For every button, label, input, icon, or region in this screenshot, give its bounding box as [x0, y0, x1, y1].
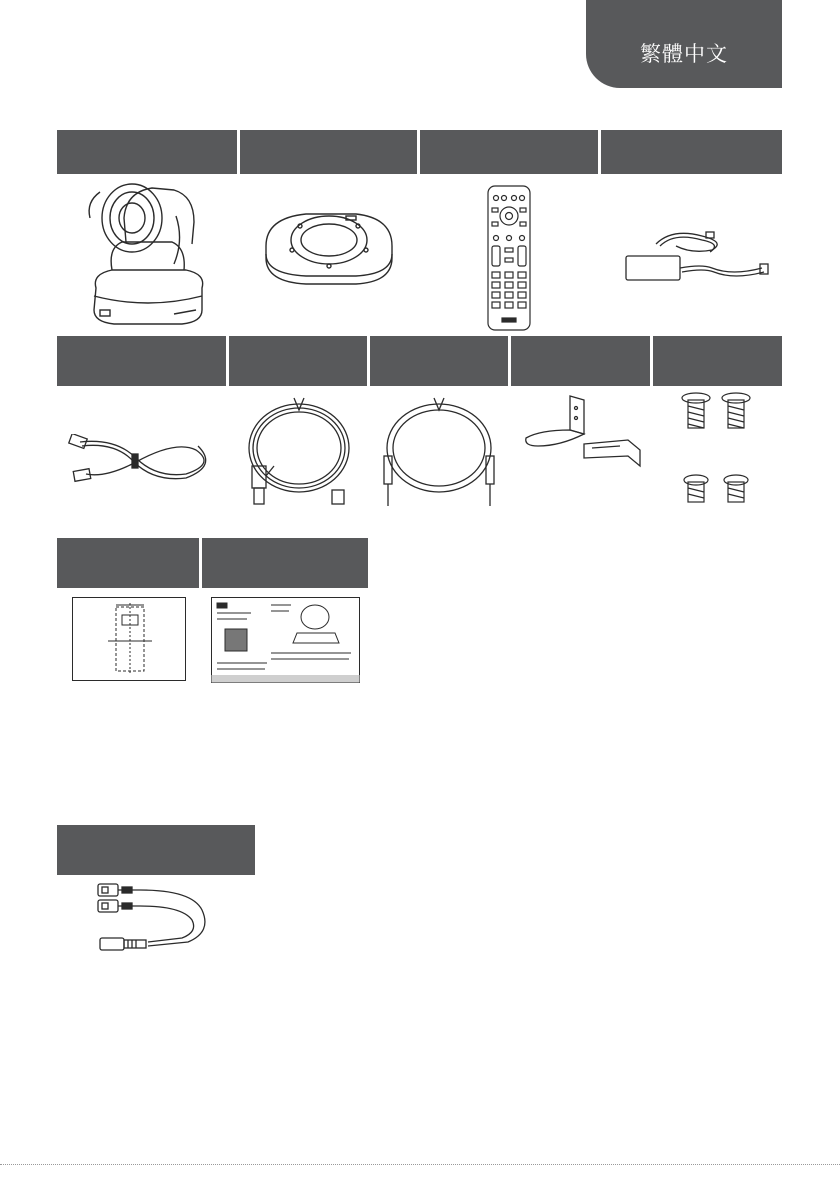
language-tab-label: 繁體中文 [640, 42, 728, 66]
power-adapter-icon [622, 224, 772, 286]
row2-header-usb-cable [57, 336, 226, 386]
row3-header-quick-guide [202, 538, 368, 588]
row2-header-audio-cable [370, 336, 508, 386]
lan-cable-icon [244, 396, 354, 514]
row2-header-bracket [511, 336, 650, 386]
screws-icon [676, 390, 758, 514]
mounting-template-icon [72, 597, 186, 681]
ptz-camera-icon [82, 178, 214, 330]
audio-cable-icon [380, 396, 498, 512]
language-tab[interactable] [586, 0, 782, 88]
row2-header-lan-cable [229, 336, 367, 386]
remote-control-icon [486, 184, 532, 332]
wall-mount-bracket-icon [520, 394, 646, 468]
y-split-cable-icon [92, 880, 220, 958]
row1-header-speakerphone [240, 130, 417, 174]
row1-header-power-adapter [601, 130, 782, 174]
row1-header-remote [420, 130, 598, 174]
row1-header-camera [57, 130, 237, 174]
usb-cable-icon [66, 434, 214, 490]
quick-guide-icon [211, 597, 360, 683]
row3-header-mounting-template [57, 538, 199, 588]
bottom-divider [0, 1164, 840, 1166]
row4-header-y-split-cable [57, 825, 255, 875]
row2-header-screws [653, 336, 782, 386]
speakerphone-icon [260, 210, 398, 286]
